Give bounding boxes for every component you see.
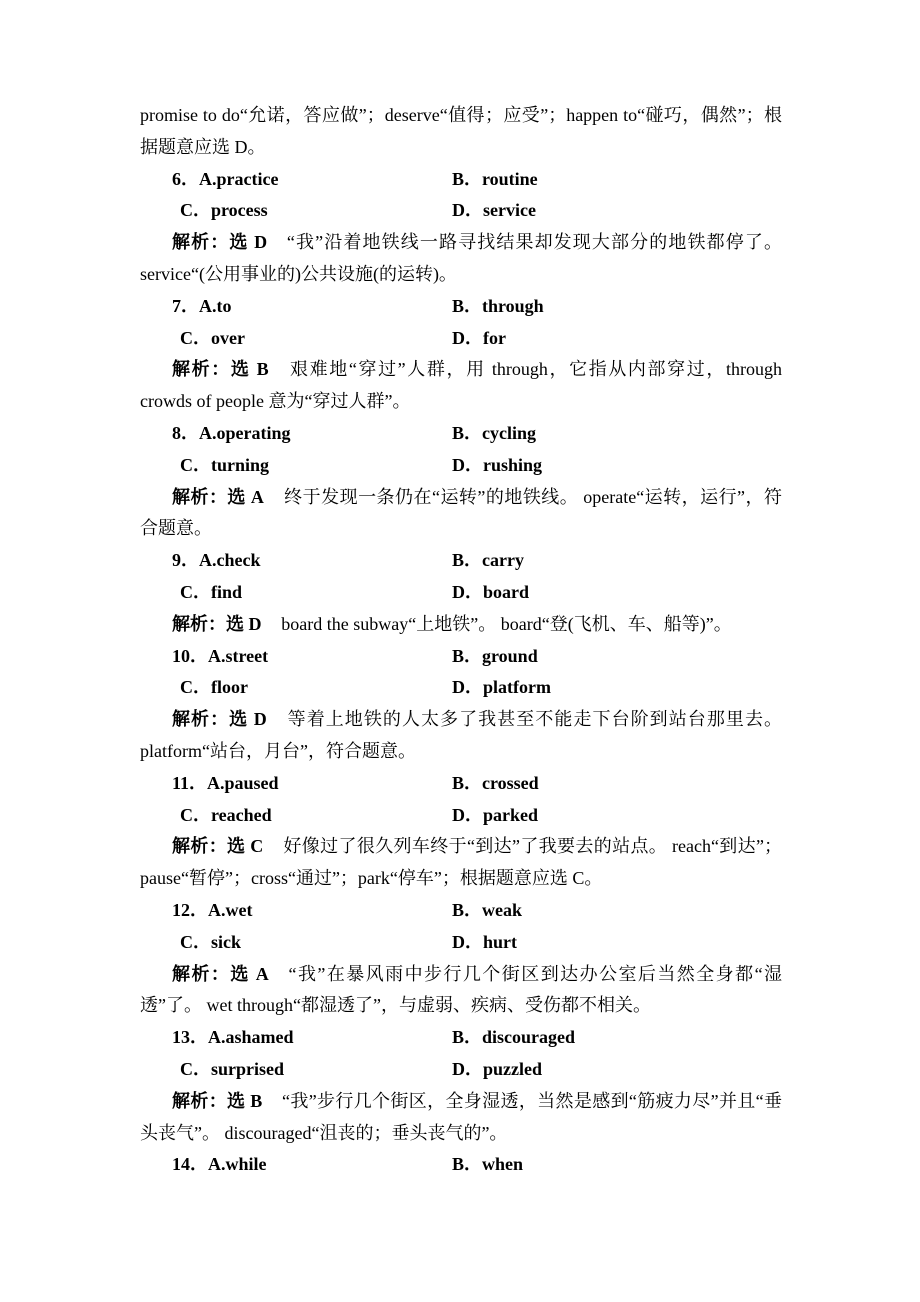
option-c: C．find: [180, 581, 243, 602]
option-c: C．process: [180, 200, 268, 221]
answer-label: 解析：选 D: [172, 232, 268, 253]
question-block: [140, 418, 782, 545]
option-c: C．sick: [180, 931, 242, 952]
option-c: C．reached: [180, 804, 272, 825]
options-row-cd: [140, 1054, 782, 1086]
option-b: B．discouraged: [452, 1027, 576, 1048]
options-row-cd: [140, 450, 782, 482]
option-a-label: A.while: [208, 1154, 267, 1175]
previous-analysis-continuation: promise to do“允诺，答应做”；deserve“值得；应受”；happen to“碰巧，偶然”；根据题意应选 D。: [140, 105, 782, 157]
question-number: 12．: [172, 899, 208, 920]
answer-label: 解析：选 B: [172, 359, 269, 380]
answer-label: 解析：选 A: [172, 486, 264, 507]
option-a: [140, 164, 452, 196]
question-block: [140, 1149, 782, 1181]
question-block: [140, 291, 782, 418]
options-row-cd: [140, 195, 782, 227]
question-block: [140, 895, 782, 1022]
options-row-ab: [140, 164, 782, 196]
option-c: C．floor: [180, 677, 248, 698]
option-b: B．routine: [452, 168, 538, 189]
option-d: D．puzzled: [452, 1058, 542, 1079]
options-row-ab: [140, 768, 782, 800]
option-a: [140, 895, 452, 927]
option-d: D．service: [452, 200, 536, 221]
option-a: [140, 1022, 452, 1054]
analysis-paragraph: [140, 959, 782, 1023]
analysis-text: 艰难地“穿过”人群，用 through，它指从内部穿过，through crowds of people 意为“穿过人群”。: [140, 359, 783, 412]
analysis-paragraph: [140, 354, 782, 418]
question-block: [140, 1022, 782, 1149]
analysis-paragraph: [140, 704, 782, 768]
analysis-text: 终于发现一条仍在“运转”的地铁线。 operate“运转，运行”，符合题意。: [140, 486, 782, 539]
option-d: D．rushing: [452, 454, 543, 475]
analysis-paragraph: [140, 609, 782, 641]
options-row-ab: [140, 291, 782, 323]
option-c: C．over: [180, 327, 245, 348]
question-block: [140, 641, 782, 768]
option-b: B．cycling: [452, 422, 536, 443]
option-d: D．hurt: [452, 931, 518, 952]
options-row-ab: [140, 641, 782, 673]
options-row-ab: [140, 1149, 782, 1181]
option-c: C．turning: [180, 454, 270, 475]
option-d: D．board: [452, 581, 530, 602]
options-row-cd: [140, 927, 782, 959]
option-b: B．weak: [452, 899, 523, 920]
option-d: D．parked: [452, 804, 539, 825]
question-number: 10．: [172, 645, 208, 666]
question-number: 7．: [172, 295, 199, 316]
options-row-ab: [140, 895, 782, 927]
analysis-text: 好像过了很久列车终于“到达”了我要去的站点。 reach“到达”；pause“暂停”；cross“通过”；park“停车”；根据题意应选 C。: [140, 836, 782, 889]
option-a: [140, 418, 452, 450]
analysis-text: “我”沿着地铁线一路寻找结果却发现大部分的地铁都停了。service“(公用事业的)公共设施(的运转)。: [140, 232, 783, 284]
question-number: 14．: [172, 1154, 208, 1175]
analysis-paragraph: [140, 227, 782, 291]
answer-label: 解析：选 D: [172, 709, 267, 730]
analysis-text: 等着上地铁的人太多了我甚至不能走下台阶到站台那里去。 platform“站台，月台”，符合题意。: [140, 709, 783, 761]
option-a: [140, 545, 452, 577]
option-a: [140, 768, 452, 800]
option-c: C．surprised: [180, 1058, 285, 1079]
option-a-label: A.practice: [199, 168, 279, 189]
question-block: [140, 768, 782, 895]
analysis-text: board the subway“上地铁”。 board“登(飞机、车、船等)”。: [281, 613, 732, 634]
option-a-label: A.operating: [199, 422, 291, 443]
option-b: B．carry: [452, 550, 524, 571]
analysis-paragraph: [140, 482, 782, 546]
option-a-label: A.wet: [208, 899, 253, 920]
option-a-label: A.to: [199, 295, 232, 316]
options-row-ab: [140, 418, 782, 450]
answer-label: 解析：选 D: [172, 613, 262, 634]
question-number: 9．: [172, 550, 199, 571]
option-a-label: A.check: [199, 550, 261, 571]
question-list: [140, 164, 782, 1182]
options-row-ab: [140, 1022, 782, 1054]
option-b: B．when: [452, 1154, 524, 1175]
option-d: D．for: [452, 327, 506, 348]
option-a-label: A.ashamed: [208, 1027, 294, 1048]
analysis-paragraph: [140, 831, 782, 895]
question-number: 11．: [172, 772, 208, 793]
options-row-cd: [140, 577, 782, 609]
answer-label: 解析：选 B: [172, 1090, 263, 1111]
answer-label: 解析：选 C: [172, 836, 264, 857]
option-a: [140, 291, 452, 323]
option-a-label: A.street: [208, 645, 269, 666]
analysis-text: “我”步行几个街区，全身湿透，当然是感到“筋疲力尽”并且“垂头丧气”。 discouraged“沮丧的；垂头丧气的”。: [140, 1090, 782, 1143]
option-b: B．ground: [452, 645, 538, 666]
options-row-cd: [140, 800, 782, 832]
options-row-ab: [140, 545, 782, 577]
question-number: 8．: [172, 422, 199, 443]
options-row-cd: [140, 672, 782, 704]
question-block: [140, 545, 782, 640]
question-number: 6．: [172, 168, 199, 189]
option-b: B．crossed: [452, 772, 539, 793]
analysis-paragraph: [140, 1086, 782, 1150]
option-a: [140, 641, 452, 673]
option-d: D．platform: [452, 677, 551, 698]
option-a: [140, 1149, 452, 1181]
question-number: 13．: [172, 1027, 208, 1048]
options-row-cd: [140, 323, 782, 355]
question-block: [140, 164, 782, 291]
option-a-label: A.paused: [207, 772, 279, 793]
analysis-text: “我”在暴风雨中步行几个街区到达办公室后当然全身都“湿透”了。 wet through“都湿透了”，与虚弱、疾病、受伤都不相关。: [140, 963, 783, 1016]
answer-label: 解析：选 A: [172, 963, 269, 984]
option-b: B．through: [452, 295, 544, 316]
